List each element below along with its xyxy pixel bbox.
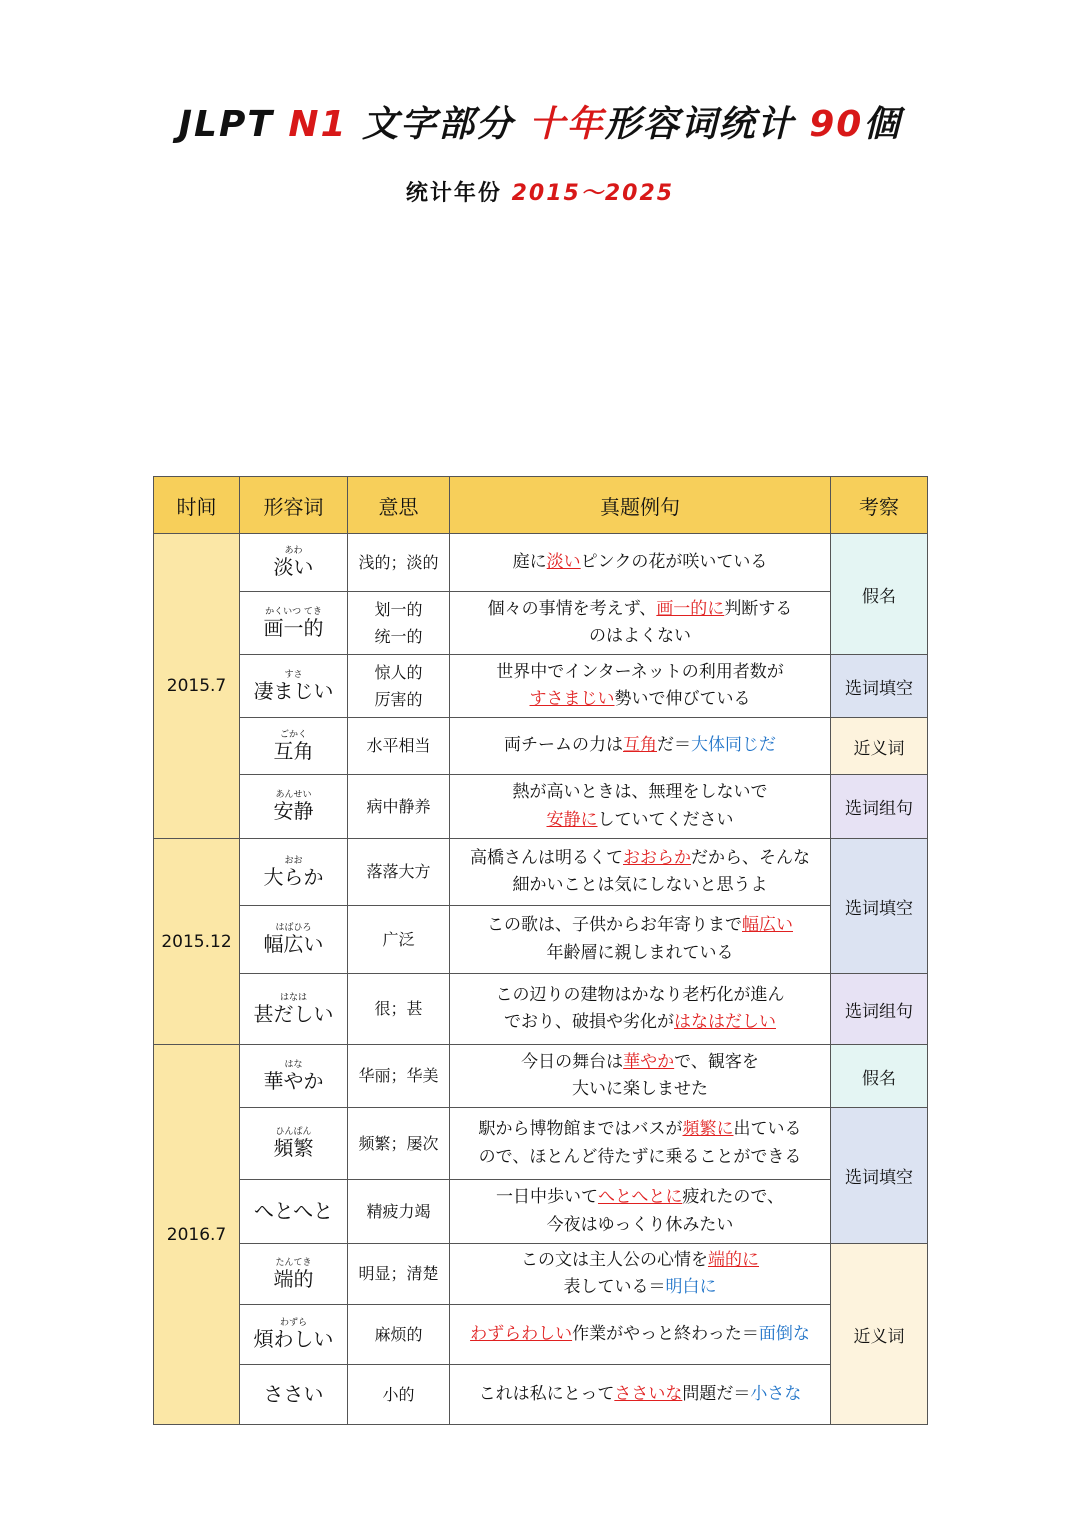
example-highlight: わずらわしい	[470, 1323, 573, 1344]
meaning-cell: 明显；清楚	[348, 1244, 450, 1305]
header-category: 考察	[831, 477, 928, 534]
example-text: 出ている	[733, 1119, 802, 1140]
word-text: 安静	[273, 799, 314, 823]
category-cell: 近义词	[831, 1244, 928, 1425]
title-unit: 個	[863, 104, 902, 145]
example-cell	[450, 775, 831, 839]
table-row	[154, 534, 928, 592]
category-cell: 选词填空	[831, 839, 928, 974]
example-synonym: 明白に	[665, 1277, 717, 1297]
example-highlight: ささいな	[614, 1383, 683, 1404]
example-text: これは私にとって	[478, 1383, 615, 1404]
example-text: 世界中でインターネットの利用者数が	[496, 661, 784, 682]
example-highlight: 安静に	[546, 809, 598, 830]
example-highlight: 画一的に	[656, 598, 725, 619]
word-cell	[240, 906, 348, 974]
example-text: 今夜はゆっくり休みたい	[546, 1214, 734, 1235]
example-text: この歌は、子供からお年寄りまで	[487, 915, 742, 936]
example-text: 一日中歩いて	[496, 1187, 598, 1208]
meaning-cell: 麻烦的	[348, 1305, 450, 1365]
example-text: ので、ほとんど待たずに乗ることができる	[478, 1146, 802, 1167]
page-subtitle	[0, 176, 1080, 207]
word-ruby: わずら	[279, 1318, 307, 1328]
example-synonym: 面倒な	[758, 1323, 810, 1344]
meaning-cell: 落落大方	[348, 839, 450, 906]
example-text: 駅から博物館まではバスが	[478, 1119, 683, 1140]
word-ruby: ひんぱん	[275, 1127, 312, 1137]
word-cell	[240, 1045, 348, 1108]
meaning-cell: 水平相当	[348, 718, 450, 775]
example-text: 大いに楽しませた	[572, 1079, 708, 1099]
example-cell	[450, 655, 831, 718]
word-ruby: すさ	[284, 669, 303, 680]
category-cell: 选词填空	[831, 655, 928, 718]
word-text: 大らか	[263, 864, 324, 889]
category-cell: 假名	[831, 534, 928, 655]
word-cell	[240, 1244, 348, 1305]
word-cell	[240, 592, 348, 655]
example-text: ピンクの花が咲いている	[580, 551, 768, 572]
word-cell	[240, 534, 348, 592]
word-ruby: はな	[284, 1059, 303, 1070]
example-highlight: 端的に	[708, 1249, 759, 1270]
example-cell	[450, 1244, 831, 1305]
table-row	[154, 775, 928, 839]
example-cell	[450, 718, 831, 775]
title-count: 90	[809, 104, 864, 145]
title-years: 十年	[528, 104, 605, 145]
example-text: していてください	[597, 809, 734, 830]
example-synonym: 大体同じだ	[691, 735, 776, 756]
word-cell	[240, 1365, 348, 1425]
table-row	[154, 1108, 928, 1180]
example-text: だから、そんな	[691, 847, 810, 868]
word-cell	[240, 1180, 348, 1244]
word-text: 幅広い	[263, 932, 324, 956]
header-adjective: 形容词	[240, 477, 348, 534]
subtitle-label: 统计年份	[405, 181, 512, 206]
example-highlight: 互角	[623, 735, 657, 756]
table-row	[154, 906, 928, 974]
example-text: 表している＝	[563, 1277, 666, 1297]
table-row	[154, 1180, 928, 1244]
word-ruby: おお	[284, 855, 303, 866]
time-cell: 2015.12	[154, 839, 240, 1045]
meaning-line: 惊人的	[374, 662, 423, 682]
title-jlpt: JLPT	[178, 104, 289, 145]
word-ruby: ごかく	[279, 729, 307, 740]
meaning-cell: 频繁；屡次	[348, 1108, 450, 1180]
word-cell	[240, 839, 348, 906]
table-row	[154, 1244, 928, 1305]
word-text: 互角	[273, 738, 314, 763]
example-cell	[450, 974, 831, 1045]
meaning-cell	[348, 592, 450, 655]
table-row	[154, 1305, 928, 1365]
word-text: 画一的	[263, 615, 324, 640]
example-text: 疲れたので、	[682, 1187, 784, 1208]
category-cell: 近义词	[831, 718, 928, 775]
example-text: 細かいことは気にしないと思うよ	[512, 875, 768, 895]
meaning-line: 厉害的	[374, 690, 423, 709]
example-highlight: 華やか	[623, 1051, 675, 1072]
word-text: へとへと	[253, 1199, 334, 1223]
example-highlight: はなはだしい	[674, 1012, 776, 1032]
example-highlight: 淡い	[546, 551, 581, 572]
header-example: 真题例句	[450, 477, 831, 534]
meaning-cell: 精疲力竭	[348, 1180, 450, 1244]
meaning-cell: 华丽；华美	[348, 1045, 450, 1108]
meaning-cell: 病中静养	[348, 775, 450, 839]
word-text: 端的	[273, 1266, 314, 1291]
table-row	[154, 592, 928, 655]
example-text: この文は主人公の心情を	[521, 1249, 708, 1270]
meaning-cell: 小的	[348, 1365, 450, 1425]
title-level: N1	[288, 104, 348, 145]
header-time: 时间	[154, 477, 240, 534]
time-cell: 2016.7	[154, 1045, 240, 1425]
table-row	[154, 839, 928, 906]
category-cell: 选词组句	[831, 775, 928, 839]
word-text: 甚だしい	[253, 1001, 334, 1026]
example-text: 両チームの力は	[504, 735, 623, 756]
table-row	[154, 655, 928, 718]
word-cell	[240, 1108, 348, 1180]
example-text: 庭に	[512, 551, 547, 572]
word-cell	[240, 775, 348, 839]
category-cell: 选词组句	[831, 974, 928, 1045]
example-text: で、観客を	[674, 1051, 759, 1072]
example-text: のはよくない	[589, 626, 691, 646]
category-cell: 假名	[831, 1045, 928, 1108]
word-ruby: はなは	[279, 992, 307, 1003]
example-cell	[450, 1365, 831, 1425]
vocab-table	[153, 476, 928, 1425]
example-cell	[450, 1108, 831, 1180]
example-highlight: 頻繁に	[682, 1119, 734, 1140]
table-row	[154, 1365, 928, 1425]
meaning-line: 划一的	[374, 599, 423, 619]
word-cell	[240, 718, 348, 775]
example-text: だ＝	[657, 735, 691, 756]
example-cell	[450, 1045, 831, 1108]
example-highlight: へとへとに	[598, 1187, 683, 1208]
example-cell	[450, 839, 831, 906]
example-text: 個々の事情を考えず、	[487, 598, 657, 619]
example-text: 問題だ＝	[682, 1383, 751, 1404]
title-section: 文字部分	[347, 104, 529, 145]
word-text: 凄まじい	[253, 678, 334, 703]
example-cell	[450, 592, 831, 655]
word-cell	[240, 974, 348, 1045]
example-cell	[450, 1305, 831, 1365]
word-ruby: たんてき	[275, 1257, 312, 1268]
example-text: でおり、破損や劣化が	[504, 1012, 674, 1032]
word-text: 淡い	[273, 555, 314, 579]
category-cell: 选词填空	[831, 1108, 928, 1244]
meaning-cell: 广泛	[348, 906, 450, 974]
example-cell	[450, 1180, 831, 1244]
table-row	[154, 1045, 928, 1108]
meaning-cell: 很；甚	[348, 974, 450, 1045]
meaning-line: 统一的	[374, 627, 423, 646]
example-text: 勢いで伸びている	[614, 689, 751, 709]
example-text: 高橋さんは明るくて	[470, 847, 623, 868]
word-text: 頻繁	[273, 1136, 314, 1160]
example-text: 今日の舞台は	[521, 1051, 624, 1072]
word-ruby: あんせい	[275, 790, 312, 800]
example-text: 年齢層に親しまれている	[546, 942, 734, 963]
word-text: ささい	[263, 1382, 324, 1406]
word-ruby: あわ	[284, 546, 303, 556]
page-title	[0, 96, 1080, 147]
word-cell	[240, 1305, 348, 1365]
meaning-cell	[348, 655, 450, 718]
word-text: 華やか	[263, 1068, 324, 1093]
example-text: 判断する	[724, 598, 793, 619]
subtitle-range: 2015～2025	[511, 181, 675, 206]
example-text: この辺りの建物はかなり老朽化が進ん	[495, 984, 785, 1005]
table-row	[154, 718, 928, 775]
word-cell	[240, 655, 348, 718]
table-row	[154, 974, 928, 1045]
header-meaning: 意思	[348, 477, 450, 534]
example-highlight: すさまじい	[529, 689, 615, 709]
example-text: 作業がやっと終わった＝	[572, 1323, 759, 1344]
table-header-row	[154, 477, 928, 534]
word-ruby: はばひろ	[275, 923, 312, 933]
example-highlight: おおらか	[623, 847, 691, 868]
example-cell	[450, 534, 831, 592]
example-highlight: 幅広い	[742, 915, 793, 936]
word-text: 煩わしい	[253, 1327, 334, 1351]
example-text: 熱が高いときは、無理をしないで	[512, 782, 768, 803]
meaning-cell: 浅的；淡的	[348, 534, 450, 592]
word-ruby: かくいつ てき	[265, 606, 322, 617]
example-synonym: 小さな	[750, 1383, 802, 1404]
title-topic: 形容词统计	[604, 104, 810, 145]
time-cell: 2015.7	[154, 534, 240, 839]
example-cell	[450, 906, 831, 974]
